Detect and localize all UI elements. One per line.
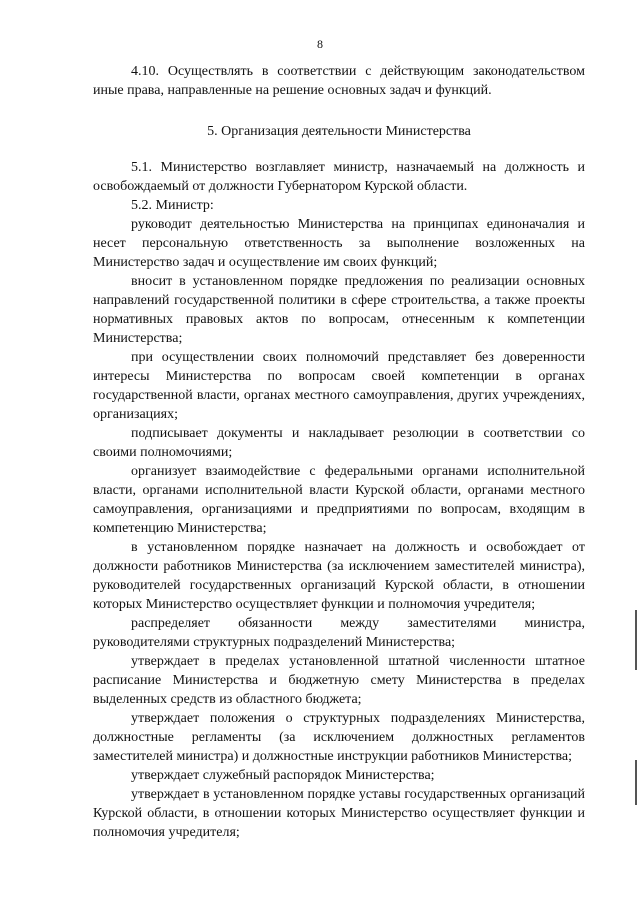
paragraph: подписывает документы и накладывает резолюции в соответствии со своими полномочиями; <box>93 426 585 460</box>
paragraph: распределяет обязанности между заместителями министра, руководителями структурных подразделений Министерства; <box>93 616 585 650</box>
document-body <box>93 62 585 842</box>
scan-margin-mark <box>635 760 637 805</box>
scan-margin-mark <box>635 610 637 670</box>
page-number: 8 <box>317 37 323 51</box>
paragraph: утверждает служебный распорядок Министерства; <box>131 768 435 783</box>
section-title: 5. Организация деятельности Министерства <box>207 124 471 139</box>
paragraph: в установленном порядке назначает на должность и освобождает от должности работников Министерства (за исключением заместителей министра), руководителей государственных организаций Курской области, в отношении которых Министерство осуществляет функции и полномочия учредителя; <box>93 540 585 612</box>
paragraph: организует взаимодействие с федеральными органами исполнительной власти, органами исполнительной власти Курской области, органами местного самоуправления, организациями и предприятиями по вопросам, входящим в компетенцию Министерства; <box>93 464 585 536</box>
paragraph: 5.1. Министерство возглавляет министр, назначаемый на должность и освобождаемый от должности Губернатором Курской области. <box>93 160 585 194</box>
paragraph: вносит в установленном порядке предложения по реализации основных направлений государственной политики в сфере строительства, а также проекты нормативных правовых актов по вопросам, отнесенным к компетенции Министерства; <box>93 274 585 346</box>
paragraph: утверждает в пределах установленной штатной численности штатное расписание Министерства и бюджетную смету Министерства в пределах выделенных средств из областного бюджета; <box>93 654 585 707</box>
paragraph: при осуществлении своих полномочий представляет без доверенности интересы Министерства по вопросам своей компетенции в органах государственной власти, органах местного самоуправления, других учреждениях, организациях; <box>93 350 585 422</box>
paragraph: руководит деятельностью Министерства на принципах единоначалия и несет персональную ответственность за выполнение возложенных на Министерство задач и осуществление им своих функций; <box>93 217 585 270</box>
paragraph-4-10: 4.10. Осуществлять в соответствии с действующим законодательством иные права, направленные на решение основных задач и функций. <box>93 64 585 98</box>
paragraph: 5.2. Министр: <box>131 198 214 213</box>
paragraph: утверждает в установленном порядке уставы государственных организаций Курской области, в отношении которых Министерство осуществляет функции и полномочия учредителя; <box>93 787 585 840</box>
paragraph: утверждает положения о структурных подразделениях Министерства, должностные регламенты (за исключением должностных регламентов заместителей министра) и должностные инструкции работников Министерства; <box>93 711 585 764</box>
